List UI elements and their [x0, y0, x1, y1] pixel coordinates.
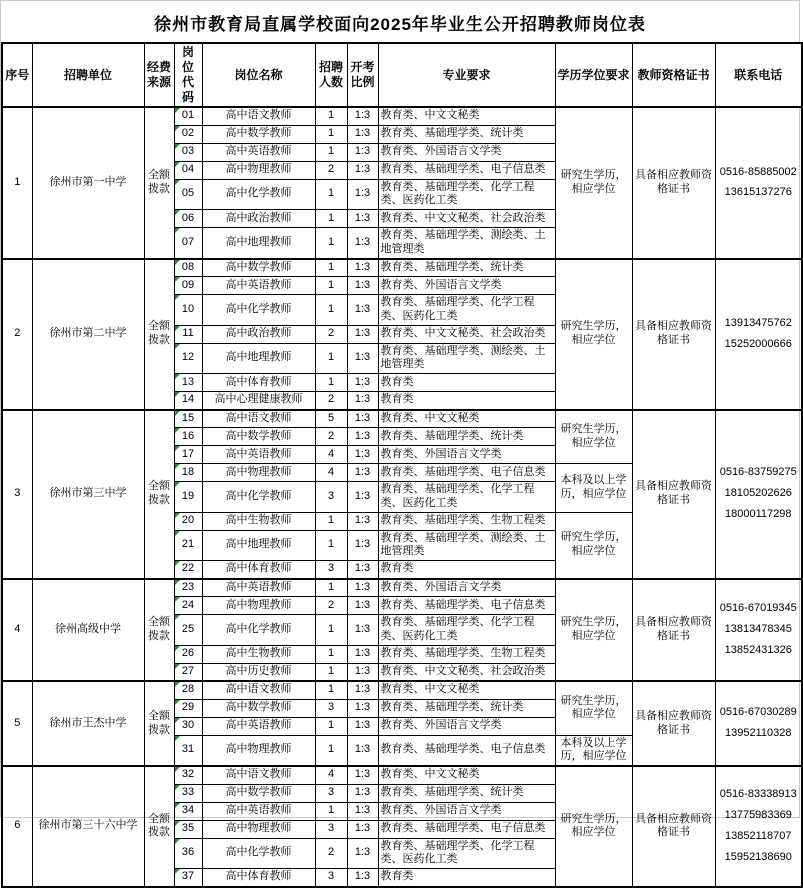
- major-requirement: 教育类、中文文秘类、社会政治类: [378, 210, 555, 228]
- job-title: 高中数学教师: [202, 699, 315, 717]
- job-title: 高中化学教师: [202, 482, 315, 513]
- job-title: 高中物理教师: [202, 735, 315, 766]
- major-requirement: 教育类、基础理学类、化学工程类、医药化工类: [378, 838, 555, 869]
- job-code: 04: [174, 161, 202, 179]
- phone-number: 13615137276: [724, 186, 792, 199]
- major-requirement: 教育类: [378, 374, 555, 392]
- major-requirement: 教育类、基础理学类、电子信息类: [378, 820, 555, 838]
- job-count: 4: [315, 766, 347, 784]
- job-title: 高中数学教师: [202, 784, 315, 802]
- certificate-requirement: 具备相应教师资格证书: [632, 681, 715, 766]
- contact-phones: [715, 579, 802, 682]
- job-count: 1: [315, 143, 347, 161]
- phone-number: 13952110328: [725, 727, 792, 739]
- job-code: 31: [174, 735, 202, 766]
- exam-ratio: 1:3: [347, 325, 378, 343]
- job-code: 08: [174, 259, 202, 277]
- job-count: 1: [315, 295, 347, 326]
- job-row-08: [2, 259, 802, 277]
- major-requirement: 教育类、外国语言文学类: [378, 717, 555, 735]
- phone-number: 13852118707: [725, 829, 792, 842]
- funding-source: 全额拨款: [144, 681, 174, 766]
- exam-ratio: 1:3: [347, 869, 378, 887]
- job-code: 33: [174, 784, 202, 802]
- major-requirement: 教育类、中文文秘类: [378, 766, 555, 784]
- phone-number: 13775983369: [724, 809, 792, 821]
- exam-ratio: 1:3: [347, 735, 378, 766]
- major-requirement: 教育类、基础理学类、统计类: [378, 699, 555, 717]
- job-code: 34: [174, 802, 202, 820]
- job-count: 1: [315, 374, 347, 392]
- major-requirement: 教育类、外国语言文学类: [378, 277, 555, 295]
- job-code: 28: [174, 681, 202, 699]
- exam-ratio: 1:3: [347, 464, 378, 482]
- job-title: 高中化学教师: [202, 295, 315, 326]
- header-position-name: 岗位名称: [202, 43, 315, 107]
- school-name: 徐州市第三十六中学: [32, 766, 144, 887]
- contact-phones: [715, 259, 802, 410]
- job-title: 高中化学教师: [202, 179, 315, 210]
- major-requirement: 教育类、基础理学类、统计类: [378, 259, 555, 277]
- job-code: 16: [174, 428, 202, 446]
- school-name: 徐州市王杰中学: [32, 681, 144, 766]
- job-count: 1: [315, 735, 347, 766]
- job-count: 1: [315, 802, 347, 820]
- exam-ratio: 1:3: [347, 228, 378, 259]
- job-code: 26: [174, 645, 202, 663]
- exam-ratio: 1:3: [347, 615, 378, 646]
- phone-number: 18000117298: [725, 507, 792, 520]
- job-code: 18: [174, 464, 202, 482]
- job-count: 3: [315, 482, 347, 513]
- exam-ratio: 1:3: [347, 717, 378, 735]
- job-code: 11: [174, 325, 202, 343]
- job-code: 01: [174, 107, 202, 125]
- exam-ratio: 1:3: [347, 295, 378, 326]
- exam-ratio: 1:3: [347, 512, 378, 530]
- job-row-15: [2, 410, 802, 428]
- job-title: 高中语文教师: [202, 107, 315, 125]
- section-index: 1: [2, 107, 32, 259]
- phone-number: 13913475762: [724, 316, 792, 329]
- major-requirement: 教育类、基础理学类、统计类: [378, 125, 555, 143]
- table-header-row: [2, 43, 802, 107]
- job-title: 高中物理教师: [202, 820, 315, 838]
- phone-number: 0516-83338913: [719, 788, 797, 801]
- degree-requirement: 研究生学历，相应学位: [555, 410, 632, 464]
- funding-source: 全额拨款: [144, 579, 174, 682]
- major-requirement: 教育类、基础理学类、化学工程类、医药化工类: [378, 295, 555, 326]
- exam-ratio: 1:3: [347, 446, 378, 464]
- exam-ratio: 1:3: [347, 343, 378, 374]
- funding-source: 全额拨款: [144, 766, 174, 887]
- job-row-28: [2, 681, 802, 699]
- exam-ratio: 1:3: [347, 107, 378, 125]
- exam-ratio: 1:3: [347, 392, 378, 410]
- job-title: 高中生物教师: [202, 645, 315, 663]
- job-title: 高中英语教师: [202, 802, 315, 820]
- degree-requirement: 研究生学历，相应学位: [555, 579, 632, 682]
- job-title: 高中心理健康教师: [202, 392, 315, 410]
- major-requirement: 教育类: [378, 869, 555, 887]
- job-title: 高中化学教师: [202, 838, 315, 869]
- job-title: 高中语文教师: [202, 681, 315, 699]
- job-code: 10: [174, 295, 202, 326]
- job-row-32: [2, 766, 802, 784]
- job-title: 高中物理教师: [202, 161, 315, 179]
- job-title: 高中语文教师: [202, 766, 315, 784]
- exam-ratio: 1:3: [347, 699, 378, 717]
- exam-ratio: 1:3: [347, 802, 378, 820]
- job-count: 1: [315, 615, 347, 646]
- job-code: 02: [174, 125, 202, 143]
- job-code: 24: [174, 597, 202, 615]
- job-count: 2: [315, 428, 347, 446]
- exam-ratio: 1:3: [347, 838, 378, 869]
- degree-requirement: 研究生学历，相应学位: [555, 681, 632, 735]
- header-headcount: 招聘人数: [315, 43, 347, 107]
- job-code: 06: [174, 210, 202, 228]
- job-title: 高中地理教师: [202, 228, 315, 259]
- degree-requirement: 研究生学历，相应学位: [555, 766, 632, 887]
- header-recruiting-unit: 招聘单位: [32, 43, 144, 107]
- job-count: 1: [315, 107, 347, 125]
- header-major-requirement: 专业要求: [378, 43, 555, 107]
- job-count: 3: [315, 561, 347, 579]
- job-count: 1: [315, 343, 347, 374]
- job-code: 23: [174, 579, 202, 597]
- major-requirement: 教育类、基础理学类、统计类: [378, 428, 555, 446]
- phone-number: 0516-83759275: [719, 466, 797, 479]
- exam-ratio: 1:3: [347, 784, 378, 802]
- phone-number: 15252000666: [724, 337, 792, 350]
- major-requirement: 教育类、基础理学类、化学工程类、医药化工类: [378, 482, 555, 513]
- phone-number: 13852431326: [724, 643, 792, 656]
- major-requirement: 教育类: [378, 561, 555, 579]
- page-title: 徐州市教育局直属学校面向2025年毕业生公开招聘教师岗位表: [154, 15, 646, 34]
- job-count: 4: [315, 464, 347, 482]
- exam-ratio: 1:3: [347, 161, 378, 179]
- funding-source: 全额拨款: [144, 259, 174, 410]
- major-requirement: 教育类、基础理学类、生物工程类: [378, 512, 555, 530]
- job-code: 03: [174, 143, 202, 161]
- exam-ratio: 1:3: [347, 125, 378, 143]
- school-name: 徐州高级中学: [32, 579, 144, 682]
- major-requirement: 教育类、基础理学类、化学工程类、医药化工类: [378, 615, 555, 646]
- job-code: 07: [174, 228, 202, 259]
- job-title: 高中英语教师: [202, 277, 315, 295]
- job-title: 高中英语教师: [202, 579, 315, 597]
- exam-ratio: 1:3: [347, 579, 378, 597]
- section-index: 3: [2, 410, 32, 579]
- job-code: 20: [174, 512, 202, 530]
- job-count: 1: [315, 579, 347, 597]
- exam-ratio: 1:3: [347, 597, 378, 615]
- job-code: 09: [174, 277, 202, 295]
- job-row-01: [2, 107, 802, 125]
- section-index: 2: [2, 259, 32, 410]
- major-requirement: 教育类、基础理学类、化学工程类、医药化工类: [378, 179, 555, 210]
- job-code: 17: [174, 446, 202, 464]
- exam-ratio: 1:3: [347, 277, 378, 295]
- major-requirement: 教育类、中文文秘类、社会政治类: [378, 663, 555, 681]
- exam-ratio: 1:3: [347, 210, 378, 228]
- job-count: 2: [315, 325, 347, 343]
- degree-requirement: 研究生学历，相应学位: [555, 512, 632, 579]
- job-title: 高中数学教师: [202, 125, 315, 143]
- job-title: 高中政治教师: [202, 210, 315, 228]
- phone-number: 0516-67030289: [719, 706, 797, 719]
- header-serial-number: 序号: [2, 43, 32, 107]
- exam-ratio: 1:3: [347, 645, 378, 663]
- job-code: 30: [174, 717, 202, 735]
- phone-number: 0516-85885002: [719, 165, 797, 178]
- certificate-requirement: 具备相应教师资格证书: [632, 410, 715, 579]
- job-count: 2: [315, 597, 347, 615]
- header-teacher-certificate: 教师资格证书: [632, 43, 715, 107]
- major-requirement: 教育类、基础理学类、电子信息类: [378, 161, 555, 179]
- job-count: 1: [315, 179, 347, 210]
- job-title: 高中生物教师: [202, 512, 315, 530]
- exam-ratio: 1:3: [347, 259, 378, 277]
- job-count: 1: [315, 681, 347, 699]
- exam-ratio: 1:3: [347, 766, 378, 784]
- major-requirement: 教育类、基础理学类、电子信息类: [378, 597, 555, 615]
- job-count: 2: [315, 161, 347, 179]
- job-count: 3: [315, 869, 347, 887]
- job-title: 高中英语教师: [202, 446, 315, 464]
- job-code: 29: [174, 699, 202, 717]
- job-title: 高中英语教师: [202, 143, 315, 161]
- job-count: 1: [315, 277, 347, 295]
- job-count: 2: [315, 838, 347, 869]
- job-code: 22: [174, 561, 202, 579]
- job-count: 4: [315, 446, 347, 464]
- job-title: 高中数学教师: [202, 259, 315, 277]
- job-title: 高中英语教师: [202, 717, 315, 735]
- job-code: 05: [174, 179, 202, 210]
- major-requirement: 教育类、外国语言文学类: [378, 446, 555, 464]
- exam-ratio: 1:3: [347, 410, 378, 428]
- major-requirement: 教育类、基础理学类、电子信息类: [378, 464, 555, 482]
- exam-ratio: 1:3: [347, 374, 378, 392]
- header-exam-ratio: 开考比例: [347, 43, 378, 107]
- job-title: 高中体育教师: [202, 869, 315, 887]
- funding-source: 全额拨款: [144, 410, 174, 579]
- exam-ratio: 1:3: [347, 482, 378, 513]
- job-title: 高中地理教师: [202, 530, 315, 561]
- major-requirement: 教育类、基础理学类、测绘类、土地管理类: [378, 228, 555, 259]
- major-requirement: 教育类、中文文秘类、社会政治类: [378, 325, 555, 343]
- major-requirement: 教育类、中文文秘类: [378, 410, 555, 428]
- contact-phones: [715, 766, 802, 887]
- contact-phones: [715, 107, 802, 259]
- major-requirement: 教育类: [378, 392, 555, 410]
- major-requirement: 教育类、基础理学类、生物工程类: [378, 645, 555, 663]
- job-title: 高中语文教师: [202, 410, 315, 428]
- header-position-code: 岗位代码: [174, 43, 202, 107]
- job-count: 1: [315, 645, 347, 663]
- job-code: 15: [174, 410, 202, 428]
- job-count: 1: [315, 530, 347, 561]
- job-title: 高中数学教师: [202, 428, 315, 446]
- degree-requirement: 本科及以上学历，相应学位: [555, 464, 632, 513]
- job-title: 高中地理教师: [202, 343, 315, 374]
- job-code: 25: [174, 615, 202, 646]
- degree-requirement: 研究生学历，相应学位: [555, 107, 632, 259]
- major-requirement: 教育类、外国语言文学类: [378, 579, 555, 597]
- job-count: 1: [315, 717, 347, 735]
- degree-requirement: 研究生学历，相应学位: [555, 259, 632, 410]
- job-table: [1, 42, 803, 888]
- job-title: 高中体育教师: [202, 561, 315, 579]
- job-count: 1: [315, 512, 347, 530]
- job-title: 高中政治教师: [202, 325, 315, 343]
- certificate-requirement: 具备相应教师资格证书: [632, 107, 715, 259]
- section-index: 4: [2, 579, 32, 682]
- job-count: 1: [315, 125, 347, 143]
- header-funding-source: 经费来源: [144, 43, 174, 107]
- job-code: 35: [174, 820, 202, 838]
- major-requirement: 教育类、基础理学类、测绘类、土地管理类: [378, 343, 555, 374]
- degree-requirement: 本科及以上学历，相应学位: [555, 735, 632, 766]
- job-code: 12: [174, 343, 202, 374]
- school-name: 徐州市第二中学: [32, 259, 144, 410]
- job-count: 3: [315, 820, 347, 838]
- exam-ratio: 1:3: [347, 530, 378, 561]
- job-table-body: [2, 107, 802, 887]
- exam-ratio: 1:3: [347, 179, 378, 210]
- major-requirement: 教育类、基础理学类、电子信息类: [378, 735, 555, 766]
- job-count: 2: [315, 392, 347, 410]
- job-count: 1: [315, 228, 347, 259]
- exam-ratio: 1:3: [347, 663, 378, 681]
- job-count: 3: [315, 784, 347, 802]
- funding-source: 全额拨款: [144, 107, 174, 259]
- job-code: 36: [174, 838, 202, 869]
- header-contact-phone: 联系电话: [715, 43, 802, 107]
- exam-ratio: 1:3: [347, 143, 378, 161]
- certificate-requirement: 具备相应教师资格证书: [632, 579, 715, 682]
- phone-number: 15952138690: [724, 850, 792, 863]
- section-index: 6: [2, 766, 32, 887]
- major-requirement: 教育类、基础理学类、测绘类、土地管理类: [378, 530, 555, 561]
- certificate-requirement: 具备相应教师资格证书: [632, 259, 715, 410]
- school-name: 徐州市第三中学: [32, 410, 144, 579]
- job-count: 3: [315, 699, 347, 717]
- job-title: 高中物理教师: [202, 597, 315, 615]
- job-code: 32: [174, 766, 202, 784]
- job-title: 高中物理教师: [202, 464, 315, 482]
- school-name: 徐州市第一中学: [32, 107, 144, 259]
- exam-ratio: 1:3: [347, 561, 378, 579]
- exam-ratio: 1:3: [347, 681, 378, 699]
- job-title: 高中历史教师: [202, 663, 315, 681]
- section-index: 5: [2, 681, 32, 766]
- header-degree-requirement: 学历学位要求: [555, 43, 632, 107]
- job-count: 1: [315, 210, 347, 228]
- job-code: 13: [174, 374, 202, 392]
- job-title: 高中化学教师: [202, 615, 315, 646]
- job-code: 19: [174, 482, 202, 513]
- job-code: 21: [174, 530, 202, 561]
- phone-number: 0516-67019345: [719, 602, 797, 615]
- job-code: 37: [174, 869, 202, 887]
- job-code: 27: [174, 663, 202, 681]
- certificate-requirement: 具备相应教师资格证书: [632, 766, 715, 887]
- major-requirement: 教育类、中文文秘类: [378, 681, 555, 699]
- major-requirement: 教育类、中文文秘类: [378, 107, 555, 125]
- job-row-23: [2, 579, 802, 597]
- phone-number: 13813478345: [724, 622, 792, 635]
- contact-phones: [715, 410, 802, 579]
- job-code: 14: [174, 392, 202, 410]
- exam-ratio: 1:3: [347, 820, 378, 838]
- major-requirement: 教育类、外国语言文学类: [378, 143, 555, 161]
- contact-phones: [715, 681, 802, 766]
- job-count: 1: [315, 663, 347, 681]
- job-count: 1: [315, 259, 347, 277]
- major-requirement: 教育类、外国语言文学类: [378, 802, 555, 820]
- exam-ratio: 1:3: [347, 428, 378, 446]
- major-requirement: 教育类、基础理学类、统计类: [378, 784, 555, 802]
- job-title: 高中体育教师: [202, 374, 315, 392]
- phone-number: 18105202626: [724, 487, 792, 500]
- job-count: 5: [315, 410, 347, 428]
